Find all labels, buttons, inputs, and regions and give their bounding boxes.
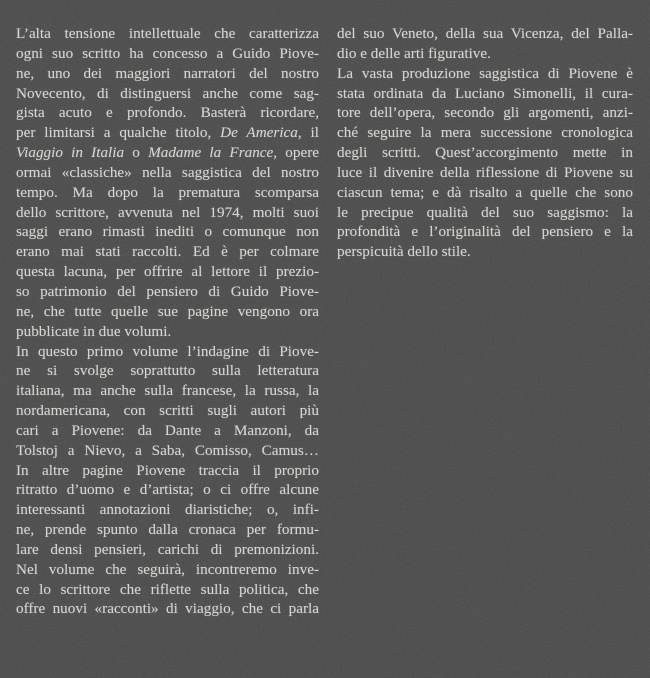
text-segment: ormai «classiche» nella saggistica del nostro [16,163,319,181]
text-line [16,24,319,44]
text-segment: nordamericana, con scritti sugli autori più [16,402,319,420]
text-segment: In altre pagine Piovene traccia il proprio [16,461,319,479]
text-line [16,381,319,401]
text-line [16,302,319,322]
text-segment: ne, che tutte quelle sue pagine vengono ora [16,302,319,320]
text-segment: o [124,144,149,162]
text-line [16,540,319,560]
text-segment: cari a Piovene: da Dante a Manzoni, da [16,421,319,439]
text-segment: dio e delle arti figurative. [337,44,491,62]
text-line [16,84,319,104]
text-line [16,222,319,242]
text-segment: Novecento, di distinguersi anche come sag- [16,84,319,102]
text-line [337,123,633,143]
italic-title-text: De America [220,124,298,142]
text-segment: ché seguire la mera successione cronologica [337,124,633,142]
text-segment: ogni suo scritto ha concesso a Guido Piove- [16,44,319,62]
text-segment: italiana, ma anche sulla francese, la russa, la [16,382,319,400]
text-line [16,282,319,302]
text-line [337,203,633,223]
text-line [16,64,319,84]
text-line [16,342,319,362]
text-line [16,203,319,223]
text-segment: Nel volume che seguirà, incontreremo inve- [16,560,319,578]
text-segment: profondità e l’originalità del pensiero e la [337,223,633,241]
text-line [16,401,319,421]
text-segment: pubblicate in due volumi. [16,322,172,340]
text-line [16,183,319,203]
text-segment: del suo Veneto, della sua Vicenza, del Palla- [337,25,633,42]
text-segment: per limitarsi a qualche titolo, [16,124,221,142]
text-line [337,64,633,84]
text-line [16,421,319,441]
text-line [337,183,633,203]
text-segment: tore dell’opera, secondo gli argomenti, anzi- [337,104,633,122]
right-text-column [337,24,633,262]
text-segment: degli scritti. Quest’accorgimento mette in [337,144,633,162]
text-line [16,322,319,342]
text-segment: luce il divenire della riflessione di Piovene su [337,163,633,181]
text-line [16,480,319,500]
text-line [16,103,319,123]
text-segment: Tolstoj a Nievo, a Saba, Comisso, Camus… [16,441,319,459]
text-segment: In questo primo volume l’indagine di Piove- [16,342,319,360]
text-segment: L’alta tensione intellettuale che caratterizza [16,25,319,42]
text-line [16,560,319,580]
text-line [337,143,633,163]
text-segment: tempo. Ma dopo la prematura scomparsa [16,183,319,201]
text-line [337,24,633,44]
text-segment: ne, uno dei maggiori narratori del nostro [16,64,319,82]
text-segment: La vasta produzione saggistica di Piovene è [337,64,633,82]
text-line [337,242,633,262]
text-line [337,222,633,242]
text-line [337,44,633,64]
text-segment: , opere [273,144,320,162]
text-segment: ce lo scrittore che riflette sulla politica, che [16,580,319,598]
text-line [337,84,633,104]
text-line [337,103,633,123]
text-segment: le precipue qualità del suo saggismo: la [337,203,633,221]
text-segment: stata ordinata da Luciano Simonelli, il cura- [337,84,633,102]
text-segment: , il [297,124,319,142]
text-line [337,163,633,183]
text-segment: lare densi pensieri, carichi di premonizioni. [16,540,319,558]
text-segment: perspicuità dello stile. [337,243,471,261]
text-line [16,163,319,183]
text-segment: ritratto d’uomo e d’artista; o ci offre alcune [16,481,319,499]
italic-title-text: Madame la France [148,144,274,162]
text-segment: gista acuto e profondo. Basterà ricordare, [16,104,319,122]
text-segment: saggi erano rimasti inediti o comunque non [16,223,319,241]
text-line [16,143,319,163]
text-line [16,580,319,600]
text-segment: ne, prende spunto dalla cronaca per formu- [16,521,319,539]
text-line [16,44,319,64]
text-line [16,520,319,540]
text-line [16,242,319,262]
text-line [16,441,319,461]
text-line [16,262,319,282]
left-text-column [16,24,319,619]
text-segment: offre nuovi «racconti» di viaggio, che ci parla [16,600,319,618]
text-segment: erano mai stati raccolti. Ed è per colmare [16,243,319,261]
text-segment: questa lacuna, per offrire al lettore il prezio- [16,263,319,281]
text-segment: dello scrittore, avvenuta nel 1974, molti suoi [16,203,319,221]
text-segment: interessanti annotazioni diaristiche; o, infi- [16,501,319,519]
text-line [16,500,319,520]
text-line [16,461,319,481]
text-line [16,361,319,381]
text-line [16,123,319,143]
text-segment: ciascun tema; e dà risalto a quelle che sono [337,183,633,201]
text-segment: so patrimonio del pensiero di Guido Piove- [16,282,319,300]
text-line [16,599,319,619]
italic-title-text: Viaggio in Italia [16,144,125,162]
text-segment: ne si svolge soprattutto sulla letteratura [16,362,319,380]
